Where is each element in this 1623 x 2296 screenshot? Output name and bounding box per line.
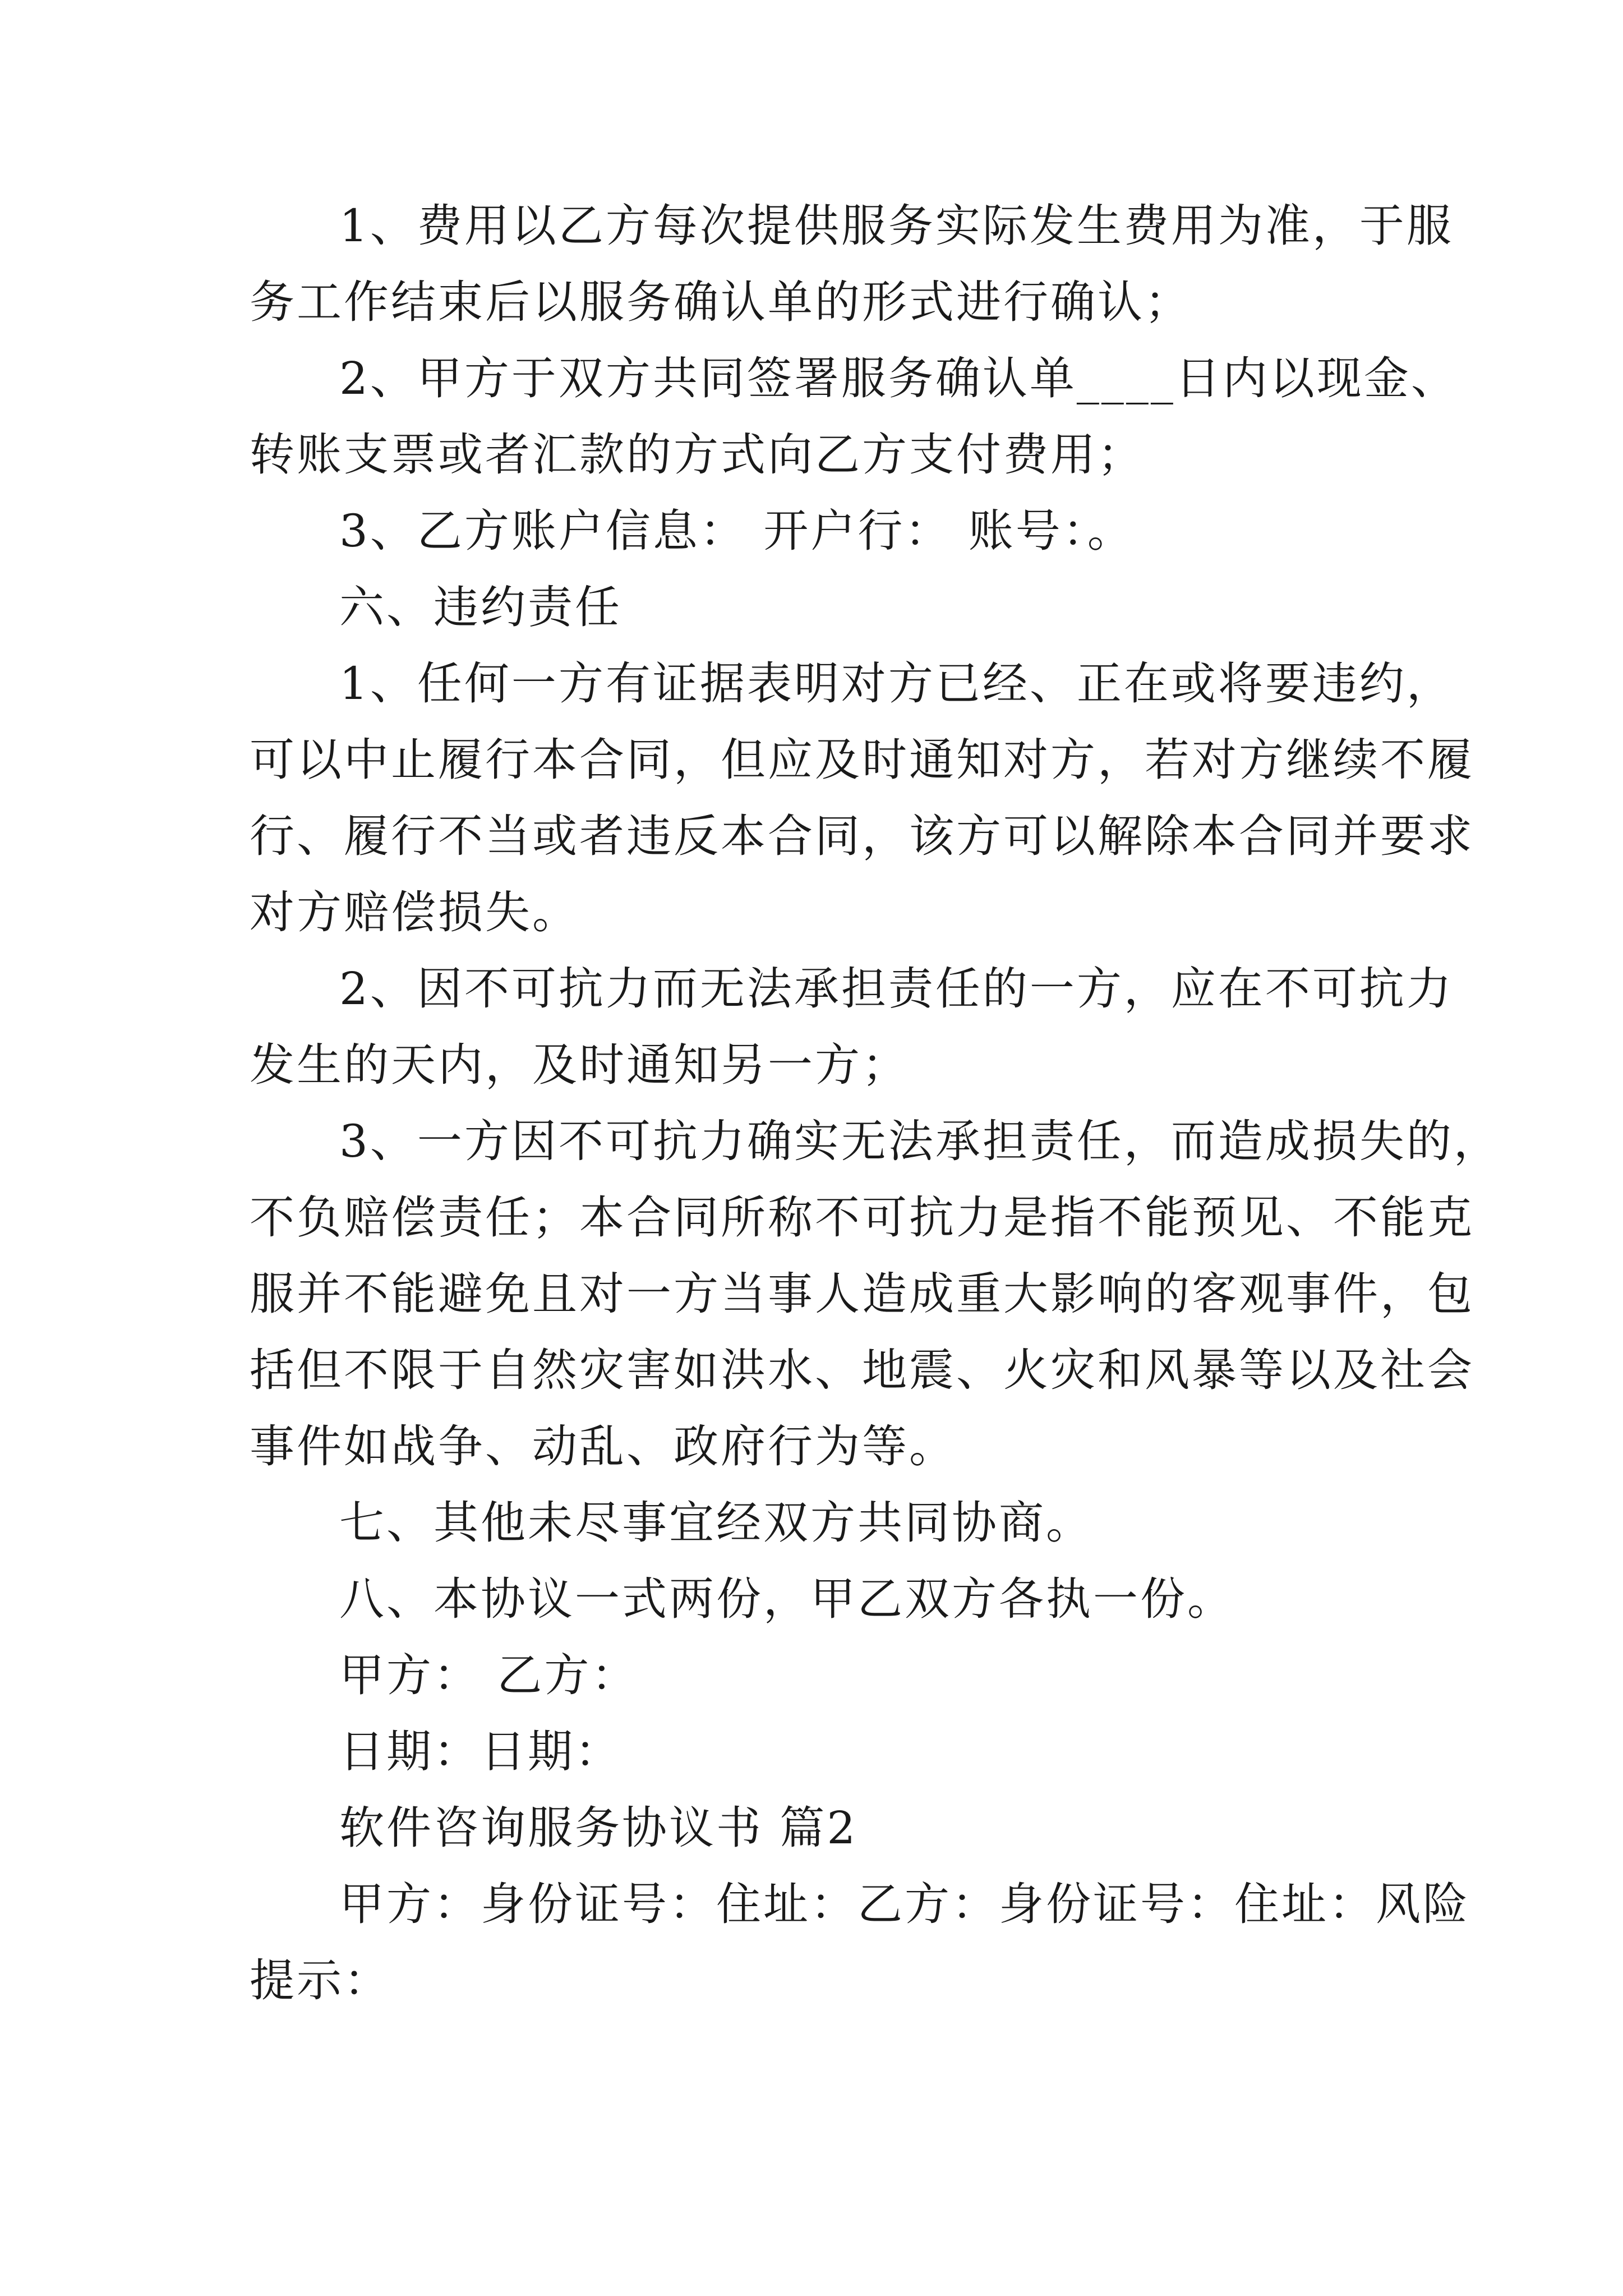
text-line: 六、违约责任 [339,581,622,633]
paragraph-p2 [250,341,1458,493]
text-line: 3、乙方账户信息： 开户行： 账号：。 [339,505,1135,557]
text-line: 事件如战争、动乱、政府行为等。 [250,1420,956,1473]
text-line: 八、本协议一式两份，甲乙双方各执一份。 [339,1573,1234,1625]
text-line: 软件咨询服务协议书 篇2 [339,1802,858,1854]
text-line: 1、任何一方有证据表明对方已经、正在或将要违约， [339,657,1454,710]
text-line: 行、履行不当或者违反本合同，该方可以解除本合同并要求 [250,810,1474,862]
text-line: 不负赔偿责任；本合同所称不可抗力是指不能预见、不能克 [250,1191,1474,1244]
paragraph-p8 [250,1485,1382,1561]
text-line: 甲方：身份证号：住址：乙方：身份证号：住址：风险 [339,1878,1470,1930]
text-line: 3、一方因不可抗力确实无法承担责任，而造成损失的， [339,1115,1501,1167]
text-line: 2、甲方于双方共同签署服务确认单____日内以现金、 [339,352,1458,404]
text-line: 务工作结束后以服务确认单的形式进行确认； [250,276,1192,328]
text-line: 2、因不可抗力而无法承担责任的一方，应在不可抗力 [339,963,1454,1015]
paragraph-p7 [250,1103,1501,1485]
paragraph-p11 [250,1714,1382,1790]
text-line: 括但不限于自然灾害如洪水、地震、火灾和风暴等以及社会 [250,1344,1474,1396]
paragraph-p13 [250,1866,1470,2019]
text-line: 转账支票或者汇款的方式向乙方支付费用； [250,429,1145,481]
text-line: 1、费用以乙方每次提供服务实际发生费用为准，于服 [339,200,1454,252]
paragraph-p12 [250,1790,1382,1866]
paragraph-p10 [250,1637,1382,1714]
text-line: 发生的天内，及时通知另一方； [250,1039,909,1091]
text-line: 提示： [250,1954,391,2007]
document-body [250,188,1501,2019]
text-line: 甲方： 乙方： [339,1649,639,1701]
text-line: 可以中止履行本合同，但应及时通知对方，若对方继续不履 [250,734,1474,786]
paragraph-p9 [250,1561,1382,1637]
text-line: 对方赔偿损失。 [250,886,579,938]
paragraph-p4 [250,569,1382,646]
text-line: 七、其他未尽事宜经双方共同协商。 [339,1497,1093,1549]
paragraph-p5 [250,646,1474,951]
paragraph-p1 [250,188,1454,341]
paragraph-p6 [250,951,1454,1103]
text-line: 日期：日期： [339,1726,622,1778]
text-line: 服并不能避免且对一方当事人造成重大影响的客观事件，包 [250,1268,1474,1320]
paragraph-p3 [250,493,1382,569]
